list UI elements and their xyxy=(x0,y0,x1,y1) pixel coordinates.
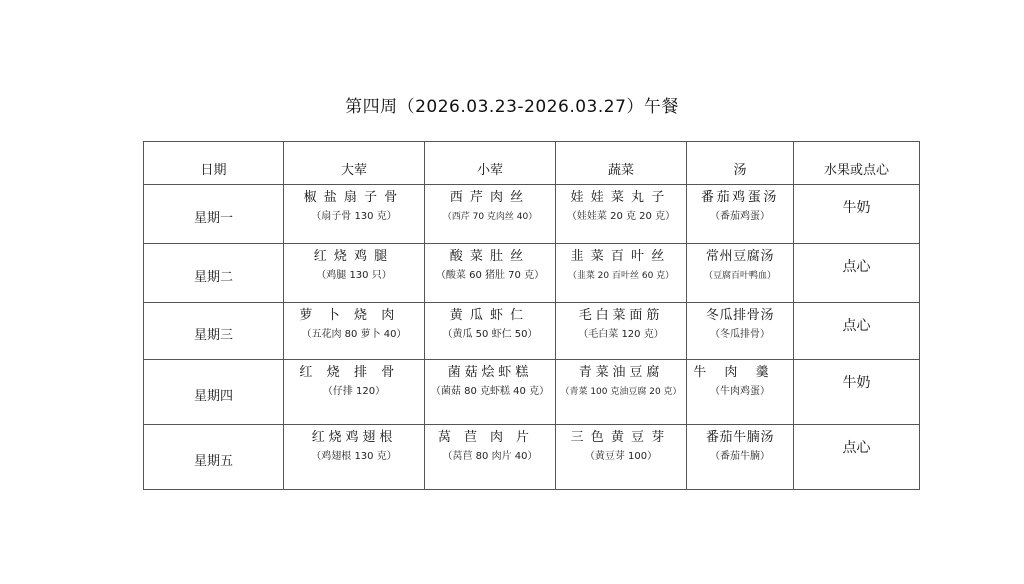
day-cell: 星期四 xyxy=(144,360,284,425)
soup-cell: 常州豆腐汤 （豆腐百叶鸭血） xyxy=(687,244,794,303)
table-row xyxy=(144,360,920,425)
fruit-snack-cell: 点心 xyxy=(794,425,920,490)
header-vegetable: 蔬菜 xyxy=(556,142,687,185)
header-soup: 汤 xyxy=(687,142,794,185)
small-meat-cell: 莴苣肉片 （莴苣 80 肉片 40） xyxy=(425,425,556,490)
small-meat-cell: 酸菜肚丝 （酸菜 60 猪肚 70 克） xyxy=(425,244,556,303)
fruit-snack-cell: 牛奶 xyxy=(794,360,920,425)
day-cell: 星期五 xyxy=(144,425,284,490)
big-meat-cell: 萝卜烧肉 （五花肉 80 萝卜 40） xyxy=(284,303,425,360)
lunch-menu-table xyxy=(143,141,920,490)
big-meat-cell: 红烧鸡翅根 （鸡翅根 130 克） xyxy=(284,425,425,490)
fruit-snack-cell: 点心 xyxy=(794,244,920,303)
vegetable-cell: 毛白菜面筋 （毛白菜 120 克） xyxy=(556,303,687,360)
header-row xyxy=(144,142,920,185)
header-small-meat: 小荤 xyxy=(425,142,556,185)
day-cell: 星期一 xyxy=(144,185,284,244)
soup-cell: 冬瓜排骨汤 （冬瓜排骨） xyxy=(687,303,794,360)
vegetable-cell: 青菜油豆腐 （青菜 100 克油豆腐 20 克） xyxy=(556,360,687,425)
page-title: 第四周（2026.03.23-2026.03.27）午餐 xyxy=(345,97,679,117)
small-meat-cell: 黄瓜虾仁 （黄瓜 50 虾仁 50） xyxy=(425,303,556,360)
fruit-snack-cell: 牛奶 xyxy=(794,185,920,244)
soup-cell: 牛肉羹 （牛肉鸡蛋） xyxy=(687,360,794,425)
table-row xyxy=(144,303,920,360)
big-meat-cell: 红烧排骨 （仔排 120） xyxy=(284,360,425,425)
vegetable-cell: 韭菜百叶丝 （韭菜 20 百叶丝 60 克） xyxy=(556,244,687,303)
vegetable-cell: 娃娃菜丸子 （娃娃菜 20 克 20 克） xyxy=(556,185,687,244)
day-cell: 星期三 xyxy=(144,303,284,360)
small-meat-cell: 西芹肉丝 （西芹 70 克肉丝 40） xyxy=(425,185,556,244)
big-meat-cell: 椒盐扇子骨 （扇子骨 130 克） xyxy=(284,185,425,244)
day-cell: 星期二 xyxy=(144,244,284,303)
table-row xyxy=(144,244,920,303)
vegetable-cell: 三色黄豆芽 （黄豆芽 100） xyxy=(556,425,687,490)
table-row xyxy=(144,185,920,244)
header-date: 日期 xyxy=(144,142,284,185)
header-fruit-snack: 水果或点心 xyxy=(794,142,920,185)
fruit-snack-cell: 点心 xyxy=(794,303,920,360)
big-meat-cell: 红烧鸡腿 （鸡腿 130 只） xyxy=(284,244,425,303)
table-row xyxy=(144,425,920,490)
header-big-meat: 大荤 xyxy=(284,142,425,185)
small-meat-cell: 菌菇烩虾糕 （菌菇 80 克虾糕 40 克） xyxy=(425,360,556,425)
soup-cell: 番茄鸡蛋汤 （番茄鸡蛋） xyxy=(687,185,794,244)
soup-cell: 番茄牛腩汤 （番茄牛腩） xyxy=(687,425,794,490)
